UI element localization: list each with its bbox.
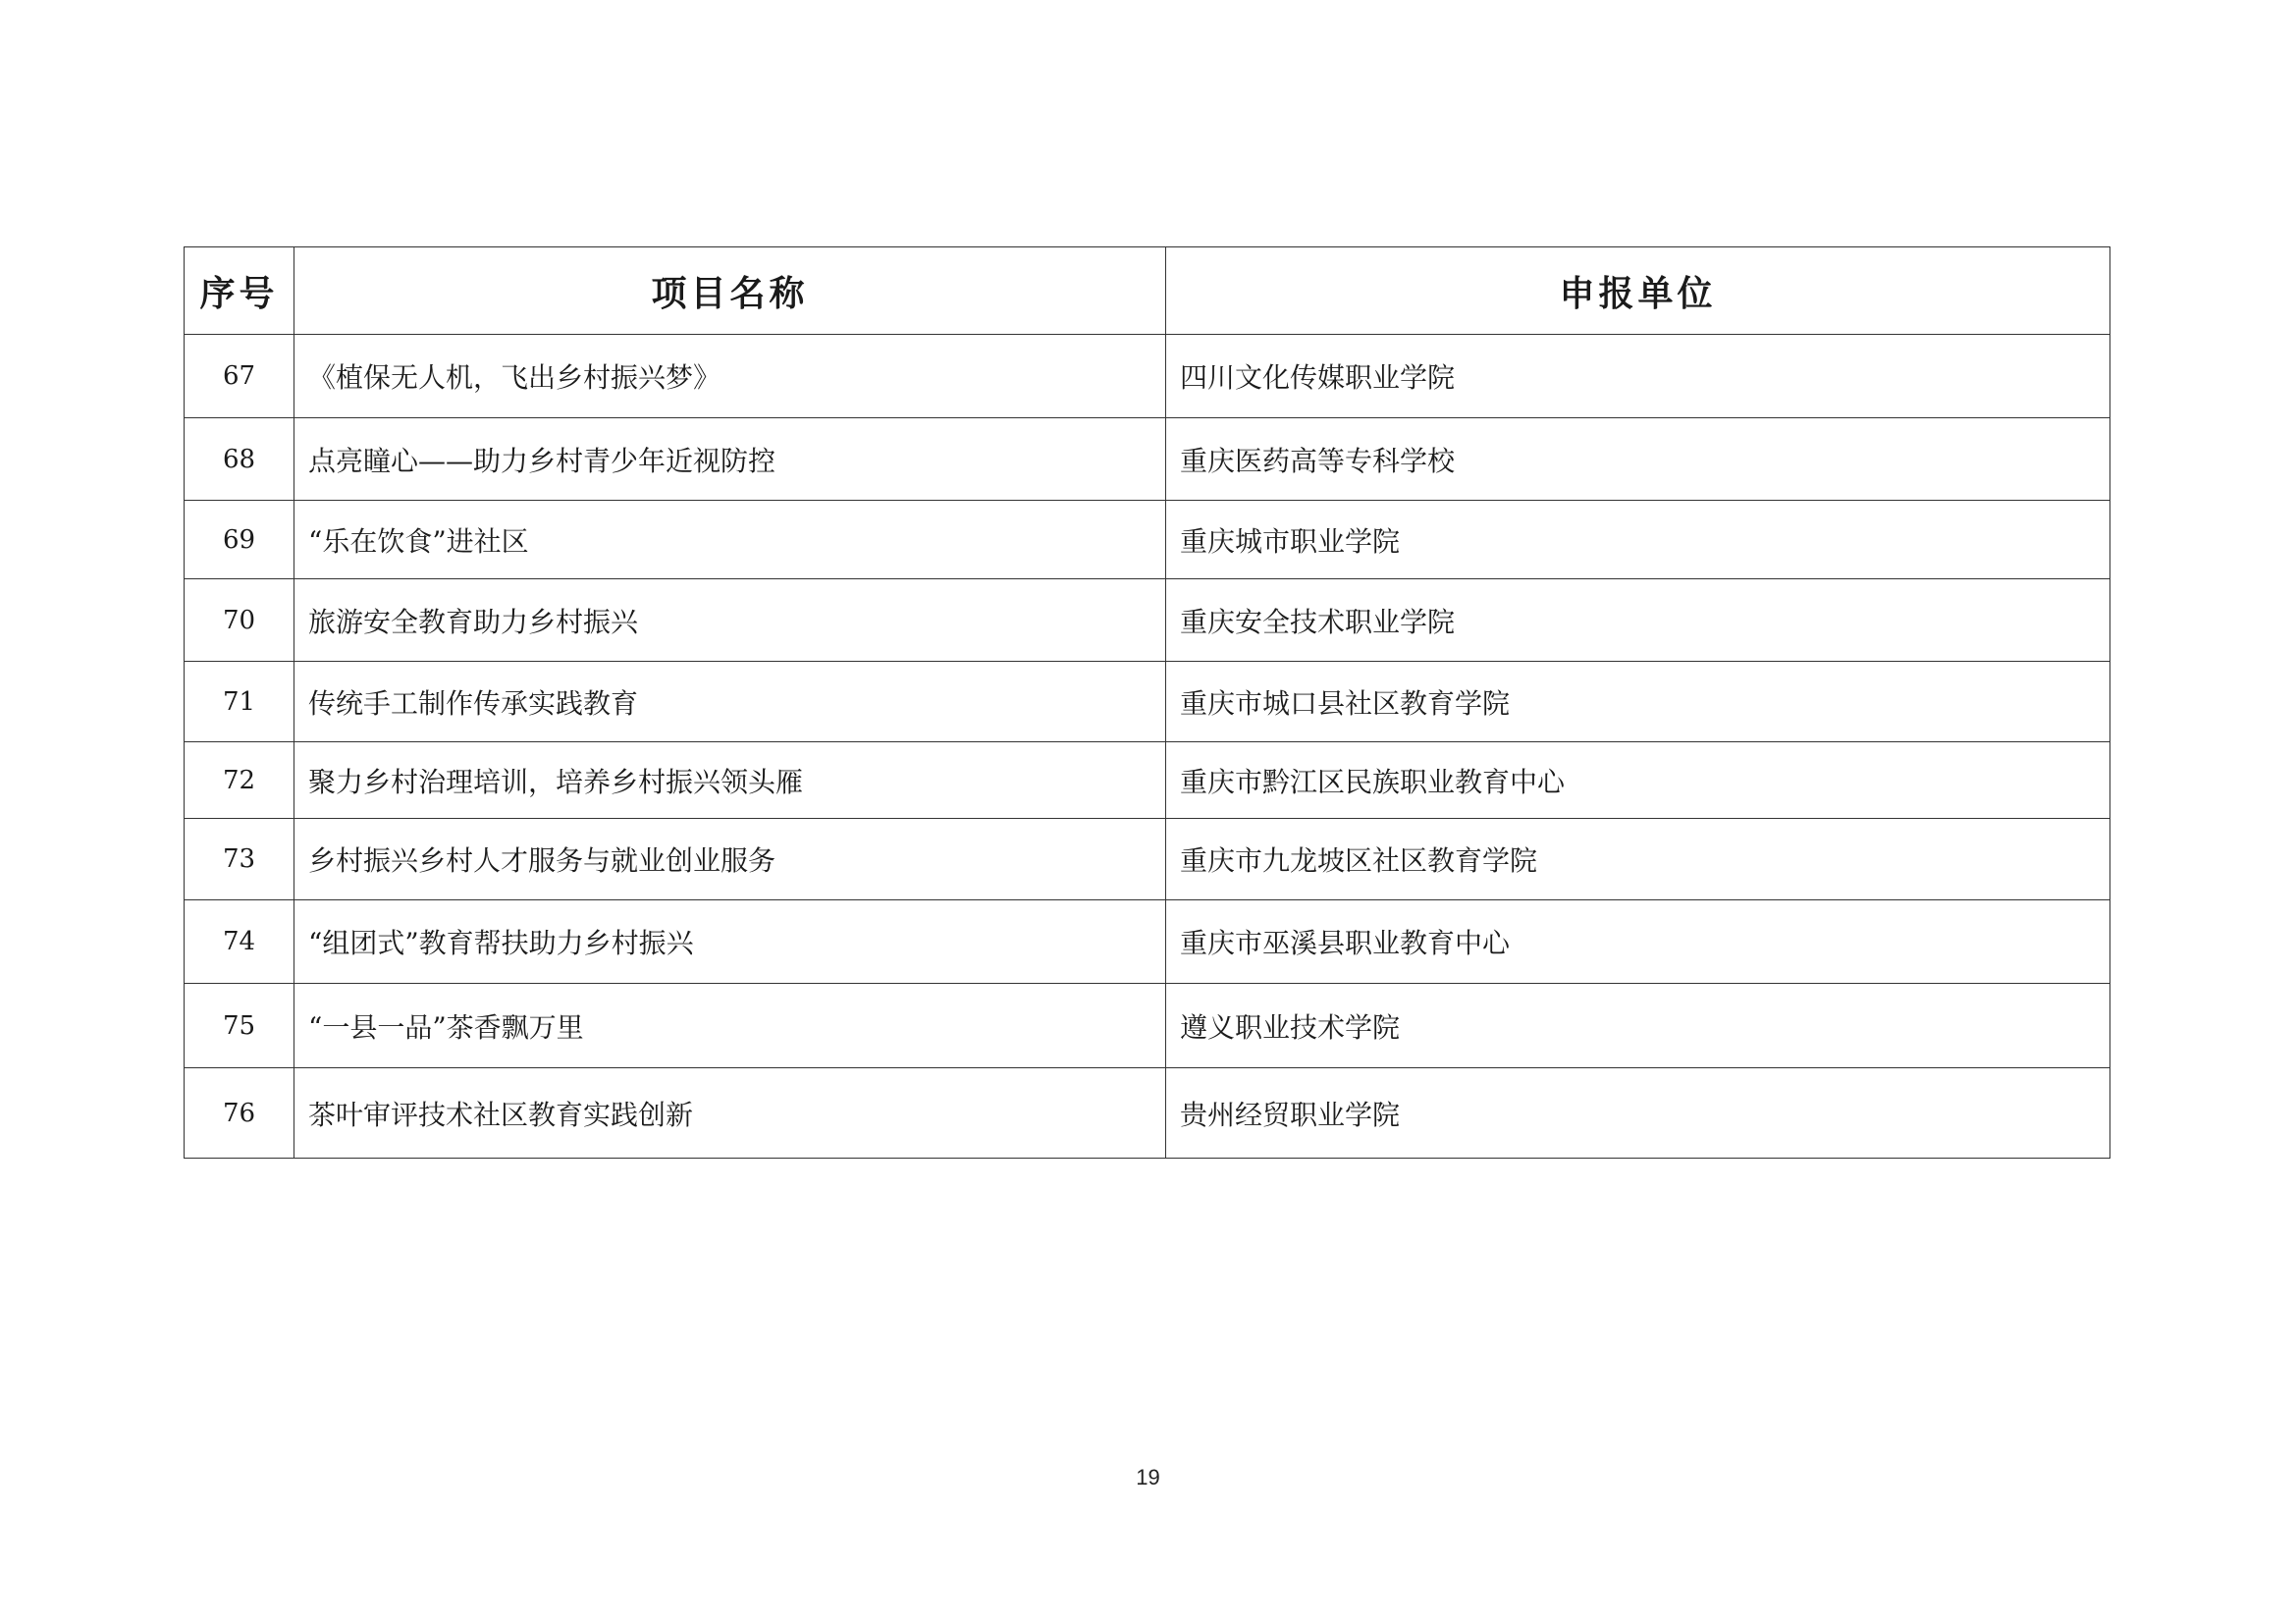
row-applicant-unit: 重庆市巫溪县职业教育中心 [1166, 900, 2110, 984]
row-applicant-unit: 重庆医药高等专科学校 [1166, 418, 2110, 501]
table-body [185, 335, 2110, 1159]
page-number: 19 [1136, 1465, 1160, 1489]
row-seq: 75 [185, 984, 294, 1068]
project-table [184, 246, 2110, 1159]
table-row [185, 984, 2110, 1068]
row-project-name: “一县一品”茶香飘万里 [294, 984, 1166, 1068]
row-seq: 68 [185, 418, 294, 501]
row-seq: 70 [185, 579, 294, 662]
row-project-name: 乡村振兴乡村人才服务与就业创业服务 [294, 819, 1166, 900]
table-row [185, 662, 2110, 742]
row-seq: 72 [185, 742, 294, 819]
table-row [185, 819, 2110, 900]
table-header-row [185, 247, 2110, 335]
row-applicant-unit: 四川文化传媒职业学院 [1166, 335, 2110, 418]
row-seq: 71 [185, 662, 294, 742]
table-row [185, 418, 2110, 501]
row-project-name: “组团式”教育帮扶助力乡村振兴 [294, 900, 1166, 984]
table-row [185, 900, 2110, 984]
row-seq: 69 [185, 501, 294, 579]
header-applicant-unit: 申报单位 [1166, 247, 2110, 335]
row-applicant-unit: 遵义职业技术学院 [1166, 984, 2110, 1068]
table-row [185, 579, 2110, 662]
row-project-name: 旅游安全教育助力乡村振兴 [294, 579, 1166, 662]
table-row [185, 1068, 2110, 1159]
row-applicant-unit: 重庆市城口县社区教育学院 [1166, 662, 2110, 742]
row-project-name: 点亮瞳心——助力乡村青少年近视防控 [294, 418, 1166, 501]
row-applicant-unit: 重庆安全技术职业学院 [1166, 579, 2110, 662]
row-project-name: “乐在饮食”进社区 [294, 501, 1166, 579]
header-seq: 序号 [185, 247, 294, 335]
row-seq: 76 [185, 1068, 294, 1159]
row-applicant-unit: 贵州经贸职业学院 [1166, 1068, 2110, 1159]
table-row [185, 501, 2110, 579]
row-applicant-unit: 重庆市九龙坡区社区教育学院 [1166, 819, 2110, 900]
row-seq: 67 [185, 335, 294, 418]
header-project-name: 项目名称 [294, 247, 1166, 335]
row-applicant-unit: 重庆市黔江区民族职业教育中心 [1166, 742, 2110, 819]
row-project-name: 《植保无人机，飞出乡村振兴梦》 [294, 335, 1166, 418]
row-seq: 74 [185, 900, 294, 984]
row-project-name: 聚力乡村治理培训，培养乡村振兴领头雁 [294, 742, 1166, 819]
table-row [185, 742, 2110, 819]
row-project-name: 传统手工制作传承实践教育 [294, 662, 1166, 742]
table-row [185, 335, 2110, 418]
row-applicant-unit: 重庆城市职业学院 [1166, 501, 2110, 579]
row-seq: 73 [185, 819, 294, 900]
row-project-name: 茶叶审评技术社区教育实践创新 [294, 1068, 1166, 1159]
